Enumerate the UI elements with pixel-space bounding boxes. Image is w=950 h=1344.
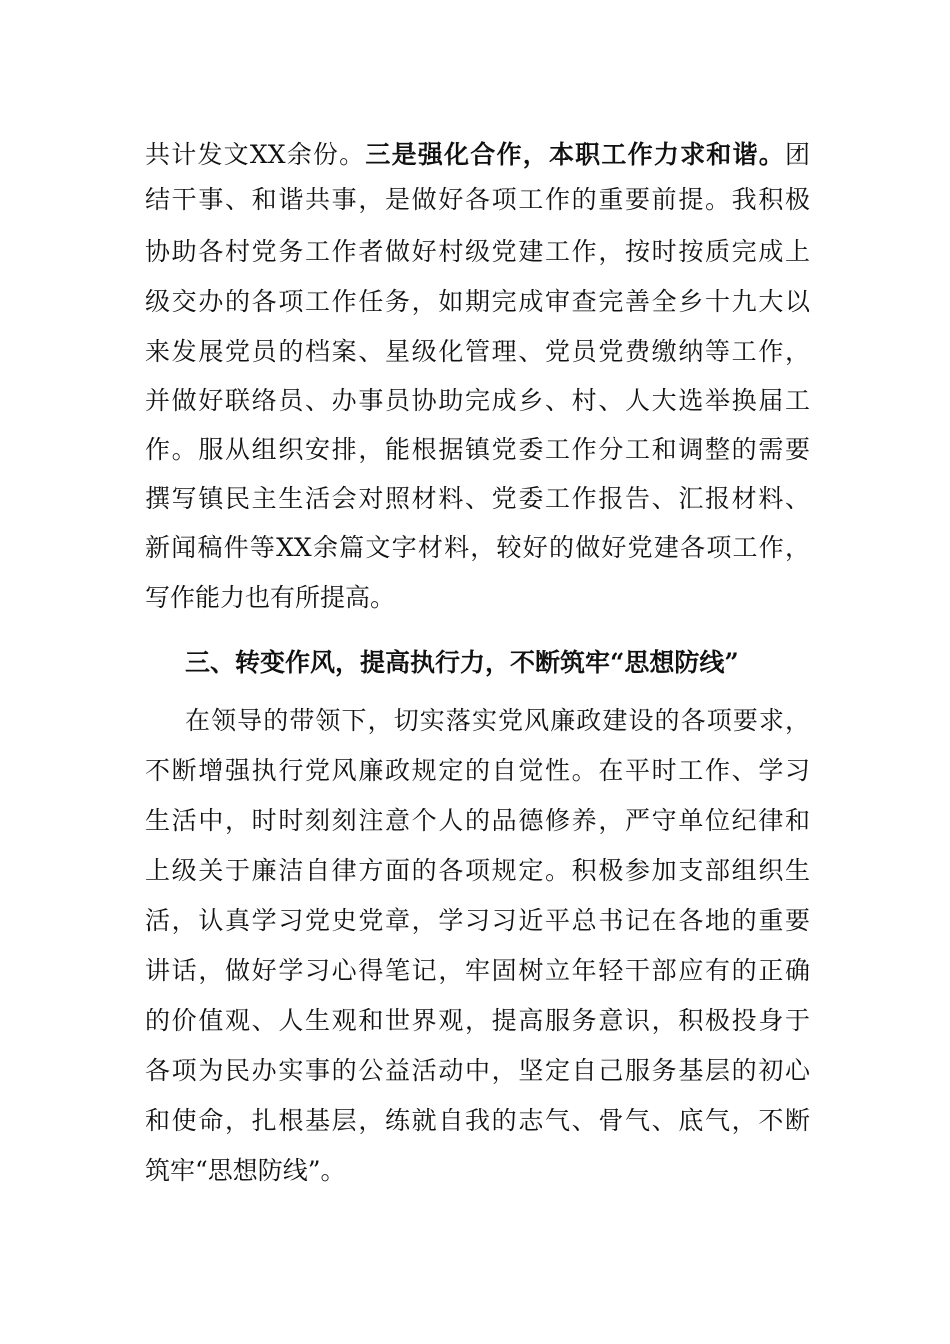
paragraph-line: 在领导的带领下，切实落实党风廉政建设的各项要求， (185, 706, 810, 735)
section-heading: 三、转变作风，提高执行力，不断筑牢“思想防线” (185, 648, 739, 677)
paragraph-line: 和使命，扎根基层，练就自我的志气、骨气、底气，不断 (145, 1106, 810, 1135)
text-run: 团 (784, 140, 810, 169)
paragraph-line: 作。服从组织安排，能根据镇党委工作分工和调整的需要 (145, 435, 810, 464)
paragraph-line: 协助各村党务工作者做好村级党建工作，按时按质完成上 (145, 237, 810, 266)
paragraph-line: 撰写镇民主生活会对照材料、党委工作报告、汇报材料、 (145, 484, 810, 513)
paragraph-line: 的价值观、人生观和世界观，提高服务意识，积极投身于 (145, 1006, 810, 1035)
paragraph-line: 各项为民办实事的公益活动中，坚定自己服务基层的初心 (145, 1056, 810, 1085)
text-run: 共计发文XX余份。 (145, 140, 366, 169)
paragraph-line: 不断增强执行党风廉政规定的自觉性。在平时工作、学习 (145, 756, 810, 785)
paragraph-line: 讲话，做好学习心得笔记，牢固树立年轻干部应有的正确 (145, 956, 810, 985)
paragraph-line: 上级关于廉洁自律方面的各项规定。积极参加支部组织生 (145, 856, 810, 885)
paragraph-line: 来发展党员的档案、星级化管理、党员党费缴纳等工作， (145, 337, 810, 366)
paragraph-line (145, 135, 810, 175)
paragraph-line: 结干事、和谐共事，是做好各项工作的重要前提。我积极 (145, 185, 810, 214)
paragraph-line: 生活中，时时刻刻注意个人的品德修养，严守单位纪律和 (145, 806, 810, 835)
paragraph-line: 筑牢“思想防线”。 (145, 1156, 346, 1185)
paragraph-line: 活，认真学习党史党章，学习习近平总书记在各地的重要 (145, 906, 810, 935)
paragraph-line: 写作能力也有所提高。 (145, 583, 396, 612)
paragraph-line: 新闻稿件等XX余篇文字材料，较好的做好党建各项工作， (145, 533, 810, 562)
paragraph-line: 并做好联络员、办事员协助完成乡、村、人大选举换届工 (145, 386, 810, 415)
bold-lead-phrase: 三是强化合作，本职工作力求和谐。 (365, 140, 785, 169)
paragraph-line: 级交办的各项工作任务，如期完成审查完善全乡十九大以 (145, 287, 810, 316)
